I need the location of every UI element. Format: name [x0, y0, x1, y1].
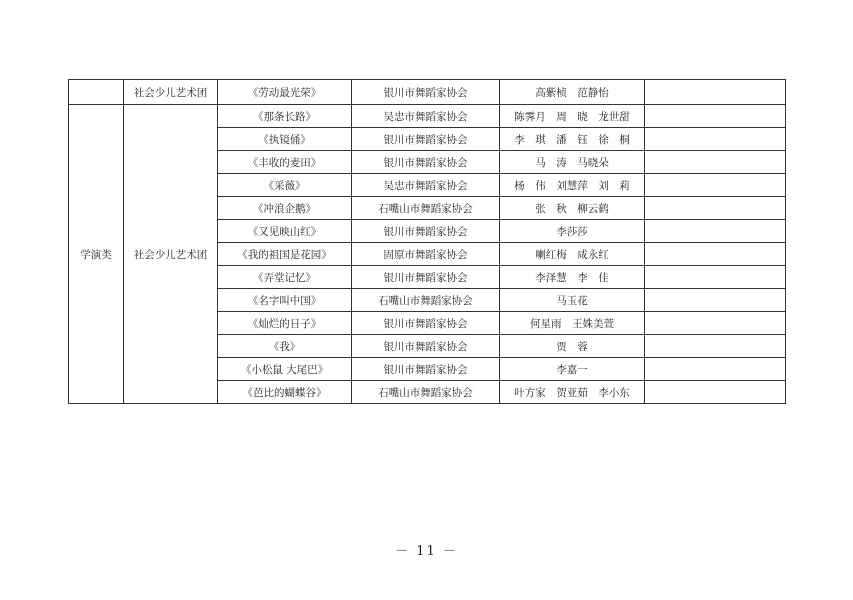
note-cell — [645, 312, 786, 335]
people-cell: 叶方家 贺亚茹 李小东 — [500, 381, 645, 404]
people-cell: 李莎莎 — [500, 220, 645, 243]
title-cell: 《我的祖国是花园》 — [218, 243, 352, 266]
unit-cell: 石嘴山市舞蹈家协会 — [352, 197, 500, 220]
note-cell — [645, 105, 786, 128]
note-cell — [645, 381, 786, 404]
unit-cell: 银川市舞蹈家协会 — [352, 335, 500, 358]
unit-cell: 石嘴山市舞蹈家协会 — [352, 289, 500, 312]
people-cell: 杨 伟 刘慧萍 刘 莉 — [500, 174, 645, 197]
award-table — [68, 79, 786, 404]
title-cell: 《芭比的蝴蝶谷》 — [218, 381, 352, 404]
note-cell — [645, 335, 786, 358]
title-cell: 《执镜俑》 — [218, 128, 352, 151]
people-cell: 喇红梅 咸永红 — [500, 243, 645, 266]
note-cell — [645, 197, 786, 220]
note-cell — [645, 266, 786, 289]
title-cell: 《我》 — [218, 335, 352, 358]
note-cell — [645, 289, 786, 312]
unit-cell: 银川市舞蹈家协会 — [352, 358, 500, 381]
table-row — [69, 80, 786, 105]
unit-cell: 吴忠市舞蹈家协会 — [352, 105, 500, 128]
unit-cell: 银川市舞蹈家协会 — [352, 128, 500, 151]
people-cell: 马 涛 马晓朵 — [500, 151, 645, 174]
people-cell: 贾 蓉 — [500, 335, 645, 358]
unit-cell: 银川市舞蹈家协会 — [352, 220, 500, 243]
people-cell: 高紫桢 范静怡 — [500, 80, 645, 105]
note-cell — [645, 243, 786, 266]
category-cell — [69, 80, 124, 105]
people-cell: 马玉花 — [500, 289, 645, 312]
people-cell: 张 秋 柳云鹤 — [500, 197, 645, 220]
unit-cell: 银川市舞蹈家协会 — [352, 312, 500, 335]
unit-cell: 固原市舞蹈家协会 — [352, 243, 500, 266]
title-cell: 《那条长路》 — [218, 105, 352, 128]
people-cell: 李 琪 潘 钰 徐 桐 — [500, 128, 645, 151]
title-cell: 《名字叫中国》 — [218, 289, 352, 312]
title-cell: 《丰收的麦田》 — [218, 151, 352, 174]
table-row — [69, 105, 786, 128]
unit-cell: 银川市舞蹈家协会 — [352, 80, 500, 105]
title-cell: 《弄堂记忆》 — [218, 266, 352, 289]
title-cell: 《劳动最光荣》 — [218, 80, 352, 105]
unit-cell: 石嘴山市舞蹈家协会 — [352, 381, 500, 404]
note-cell — [645, 174, 786, 197]
unit-cell: 银川市舞蹈家协会 — [352, 151, 500, 174]
group-cell: 社会少儿艺术团 — [124, 105, 218, 404]
unit-cell: 吴忠市舞蹈家协会 — [352, 174, 500, 197]
title-cell: 《采薇》 — [218, 174, 352, 197]
group-cell: 社会少儿艺术团 — [124, 80, 218, 105]
title-cell: 《灿烂的日子》 — [218, 312, 352, 335]
page-number: － 11 － — [395, 544, 458, 559]
note-cell — [645, 358, 786, 381]
people-cell: 李嘉一 — [500, 358, 645, 381]
note-cell — [645, 80, 786, 105]
unit-cell: 银川市舞蹈家协会 — [352, 266, 500, 289]
title-cell: 《又见映山红》 — [218, 220, 352, 243]
title-cell: 《冲浪企鹅》 — [218, 197, 352, 220]
note-cell — [645, 128, 786, 151]
people-cell: 陈霁月 周 晓 龙世甜 — [500, 105, 645, 128]
title-cell: 《小松鼠 大尾巴》 — [218, 358, 352, 381]
people-cell: 何星雨 王姝美萱 — [500, 312, 645, 335]
category-cell: 学演类 — [69, 105, 124, 404]
note-cell — [645, 220, 786, 243]
people-cell: 李泽慧 李 佳 — [500, 266, 645, 289]
note-cell — [645, 151, 786, 174]
